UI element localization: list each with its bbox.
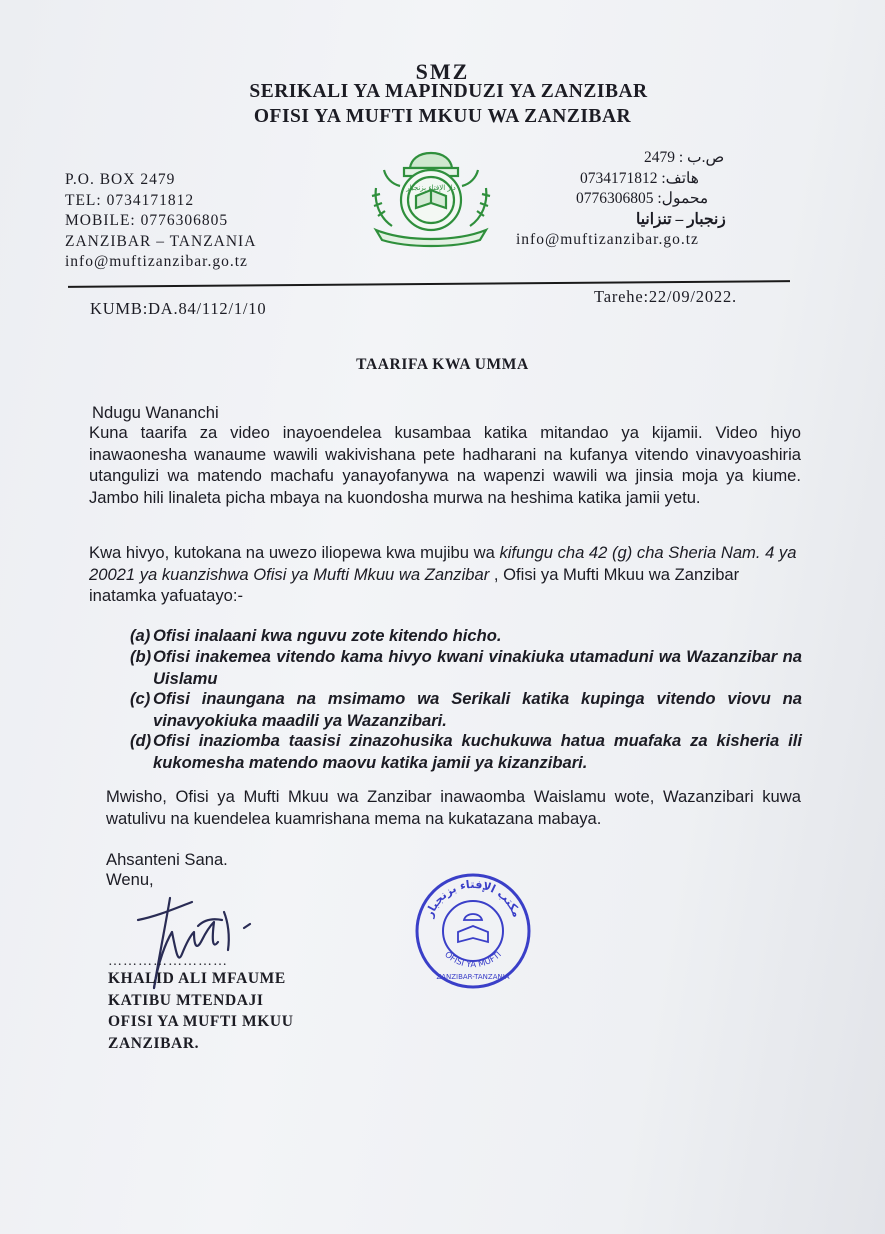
resolution-text: Ofisi inaziomba taasisi zinazohusika kuchukuwa hatua muafaka za kisheria ili kukomesha matendo maovu katika jamii ya kizanzibari. [153, 731, 802, 772]
emblem-text: دار الإفتاء بزنجبار [406, 184, 456, 192]
resolution-marker: (b) [130, 647, 152, 666]
resolution-item [130, 625, 802, 647]
mobile-ar: محمول: 0776306805 [576, 190, 709, 207]
yours-line: Wenu, [106, 870, 154, 889]
office-emblem [366, 148, 496, 248]
resolution-marker: (a) [130, 626, 151, 645]
email-left: info@muftizanzibar.go.tz [65, 253, 248, 270]
contact-left [65, 170, 256, 273]
stamp-line2: ZANZIBAR-TANZANIA [436, 973, 510, 981]
paragraph-2-lead: Kwa hivyo, kutokana na uwezo iliopewa kwa mujibu wa [89, 543, 500, 562]
city: ZANZIBAR – TANZANIA [65, 232, 257, 250]
mobile: MOBILE: 0776306805 [65, 212, 229, 229]
contact-right [516, 148, 776, 251]
salutation: Ndugu Wananchi [92, 403, 219, 422]
signatory-place: ZANZIBAR. [108, 1034, 200, 1052]
emblem-icon [366, 148, 496, 248]
resolution-text: Ofisi inaungana na msimamo wa Serikali katika kupinga vitendo viovu na vinavyokiuka maadili ya Wazanzibari. [153, 689, 802, 730]
letterhead-line1: SERIKALI YA MAPINDUZI YA ZANZIBAR [249, 81, 648, 102]
letter-date: Tarehe:22/09/2022. [594, 287, 737, 306]
signatory-position: KATIBU MTENDAJI [108, 991, 264, 1009]
signatory-office: OFISI YA MUFTI MKUU [108, 1013, 294, 1030]
po-box: P.O. BOX 2479 [65, 171, 176, 188]
closing-paragraph: Mwisho, Ofisi ya Mufti Mkuu wa Zanzibar inawaomba Waislamu wote, Wazanzibari kuwa watulivu na kuendelea kuamrishana mema na kukatazana mabaya. [106, 787, 801, 828]
resolution-marker: (d) [130, 731, 152, 750]
resolution-text: Ofisi inalaani kwa nguvu zote kitendo hicho. [153, 626, 502, 645]
signatory-name: KHALID ALI MFAUME [108, 970, 286, 987]
city-ar: زنجبار – تنزانيا [636, 210, 726, 228]
po-box-ar: ص.ب : 2479 [644, 149, 725, 166]
thanks-line: Ahsanteni Sana. [106, 850, 228, 869]
telephone: TEL: 0734171812 [65, 191, 195, 209]
legal-citation: kifungu cha 42 (g) cha Sheria Nam. 4 ya 20021 ya kuanzishwa Ofisi ya Mufti Mkuu wa Zanzibar [89, 543, 797, 584]
resolution-text: Ofisi inakemea vitendo kama hivyo kwani vinakiuka utamaduni wa Wazanzibar na Uislamu [153, 647, 802, 688]
letterhead-abbr: SMZ [415, 59, 470, 84]
signature-dots: …………………… [108, 954, 228, 969]
reference-number: KUMB:DA.84/112/1/10 [90, 299, 267, 318]
resolution-marker: (c) [130, 689, 151, 708]
official-stamp [414, 872, 532, 990]
resolution-item [130, 730, 802, 773]
paragraph-2-tail: , Ofisi ya Mufti Mkuu wa Zanzibar inatamka yafuatayo:- [89, 564, 740, 605]
notice-title: TAARIFA KWA UMMA [356, 356, 529, 373]
paragraph-2 [89, 542, 801, 607]
paragraph-1: Kuna taarifa za video inayoendelea kusambaa katika mitandao ya kijamii. Video hiyo inawaonesha wanaume wawili wakivishana pete hadharani na kufanya vitendo vinavyoashiria utangulizi wa matendo machafu yanayofanywa na wapenzi wawili wa jinsia moja ya kiume. Jambo hili linaleta picha mbaya na kuondosha murwa na heshima katika jamii yetu. [89, 423, 801, 507]
email-right: info@muftizanzibar.go.tz [516, 231, 699, 248]
letterhead-line2: OFISI YA MUFTI MKUU WA ZANZIBAR [253, 106, 632, 127]
telephone-ar: هاتف: 0734171812 [580, 169, 699, 187]
resolution-item [130, 646, 802, 689]
signatory-block [108, 968, 294, 1054]
stamp-line1: OFISI YA MUFTI [442, 949, 504, 971]
stamp-arabic-text: مكتب الإفتاء بزنجبار [422, 877, 524, 920]
resolution-item [130, 688, 802, 731]
